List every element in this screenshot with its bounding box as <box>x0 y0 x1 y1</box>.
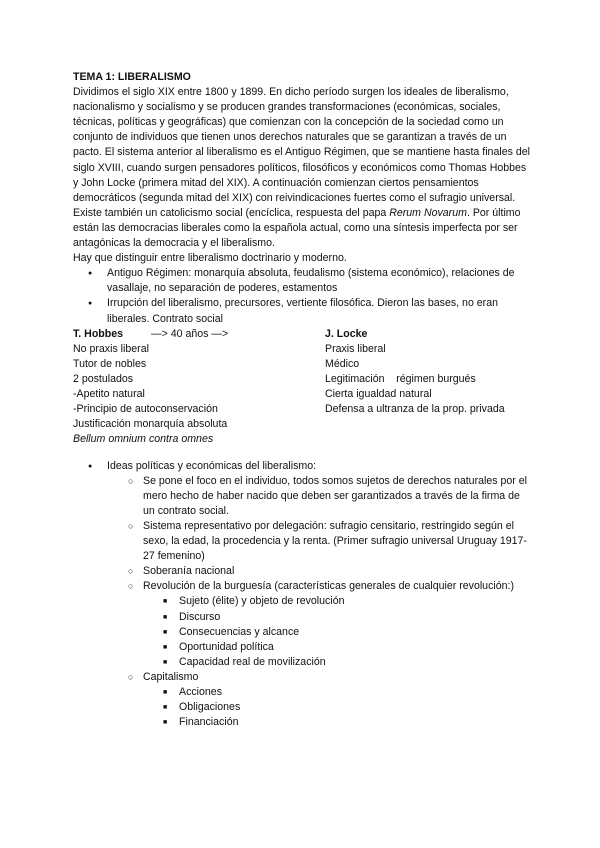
locke-header: J. Locke <box>325 327 368 340</box>
timeline-arrow: —> 40 años —> <box>151 327 229 340</box>
intro-italic: Rerum Novarum <box>389 206 467 219</box>
hobbes-item: -Apetito natural <box>73 387 145 400</box>
sub-list-item: ■ Financiación <box>73 715 533 730</box>
sub-list-item: ■ Sujeto (élite) y objeto de revolución <box>73 594 533 609</box>
hobbes-item: 2 postulados <box>73 372 134 385</box>
list-item: ○ Se pone el foco en el individuo, todos somos sujetos de derechos naturales por el mero hecho de haber nacido que deben ser garantizados a través de la firma de un contrato social. <box>73 474 533 519</box>
hobbes-header: T. Hobbes <box>73 327 124 340</box>
list-item: ● Antiguo Régimen: monarquía absoluta, feudalismo (sistema económico), relaciones de vasallaje, no separación de poderes, estamentos <box>73 266 533 296</box>
locke-item: Médico <box>325 357 360 370</box>
intro-text-end: . Por último están las democracias liberales como la española actual, como una síntesis imperfecta por ser antagónicas la democracia y el liberalismo. <box>73 206 521 250</box>
hobbes-column <box>73 327 227 448</box>
hobbes-item: Justificación monarquía absoluta <box>73 418 228 431</box>
ideas-section <box>73 459 533 731</box>
list-item: ● Irrupción del liberalismo, precursores, vertiente filosófica. Dieron las bases, no eran liberales. Contrato social <box>73 296 533 326</box>
intro-text: Dividimos el siglo XIX entre 1800 y 1899. En dicho período surgen los ideales de liberalismo, nacionalismo y socialismo y se producen grandes transformaciones (económicas, sociales, técnicas, políticas y geográficas) que comienzan con la concepción de la sociedad como un conjunto de individuos que tienen unos derechos naturales que se garantizan a través de un pacto. El sistema anterior al liberalismo es el Antiguo Régimen, que se mantiene hasta finales del siglo XVIII, cuando surgen pensadores políticos, filosóficos y económicos como Thomas Hobbes y John Locke (primera mitad del XIX). A continuación comienzan ciertos pensamientos democráticos (segunda mitad del XIX) con reivindicaciones fuertes como el sufragio universal. Existe también un catolicismo social (encíclica, respuesta del papa <box>73 86 530 219</box>
sub-list-item: ■ Oportunidad política <box>73 640 533 655</box>
sub-list-item: ■ Capacidad real de movilización <box>73 655 533 670</box>
distinction-line: Hay que distinguir entre liberalismo doctrinario y moderno. <box>73 252 347 265</box>
list-item: ○ Sistema representativo por delegación: sufragio censitario, restringido según el sexo, la edad, la procedencia y la renta. (Primer sufragio universal Uruguay 1917-27 femenino) <box>73 519 533 564</box>
sub-list-item: ■ Obligaciones <box>73 700 533 715</box>
sub-list-item: ■ Consecuencias y alcance <box>73 625 533 640</box>
list-item: ○ Capitalismo <box>73 670 533 685</box>
comparison-table <box>73 327 533 447</box>
locke-item: Praxis liberal <box>325 342 386 355</box>
locke-item: Legitimación régimen burgués <box>325 372 476 385</box>
ideas-heading: ● Ideas políticas y económicas del liberalismo: <box>73 459 533 474</box>
locke-item: Cierta igualdad natural <box>325 387 432 400</box>
list-item: ○ Soberanía nacional <box>73 564 533 579</box>
page-title: TEMA 1: LIBERALISMO <box>73 71 191 83</box>
locke-column <box>325 327 505 418</box>
hobbes-item: -Principio de autoconservación <box>73 403 218 416</box>
bullet-list <box>73 266 533 326</box>
locke-item: Defensa a ultranza de la prop. privada <box>325 403 505 416</box>
document-page <box>73 70 533 730</box>
hobbes-quote: Bellum omnium contra omnes <box>73 433 214 446</box>
list-item: ○ Revolución de la burguesía (características generales de cualquier revolución:) <box>73 579 533 594</box>
hobbes-item: Tutor de nobles <box>73 357 147 370</box>
hobbes-item: No praxis liberal <box>73 342 149 355</box>
intro-paragraph <box>73 85 533 251</box>
sub-list-item: ■ Discurso <box>73 610 533 625</box>
sub-list-item: ■ Acciones <box>73 685 533 700</box>
